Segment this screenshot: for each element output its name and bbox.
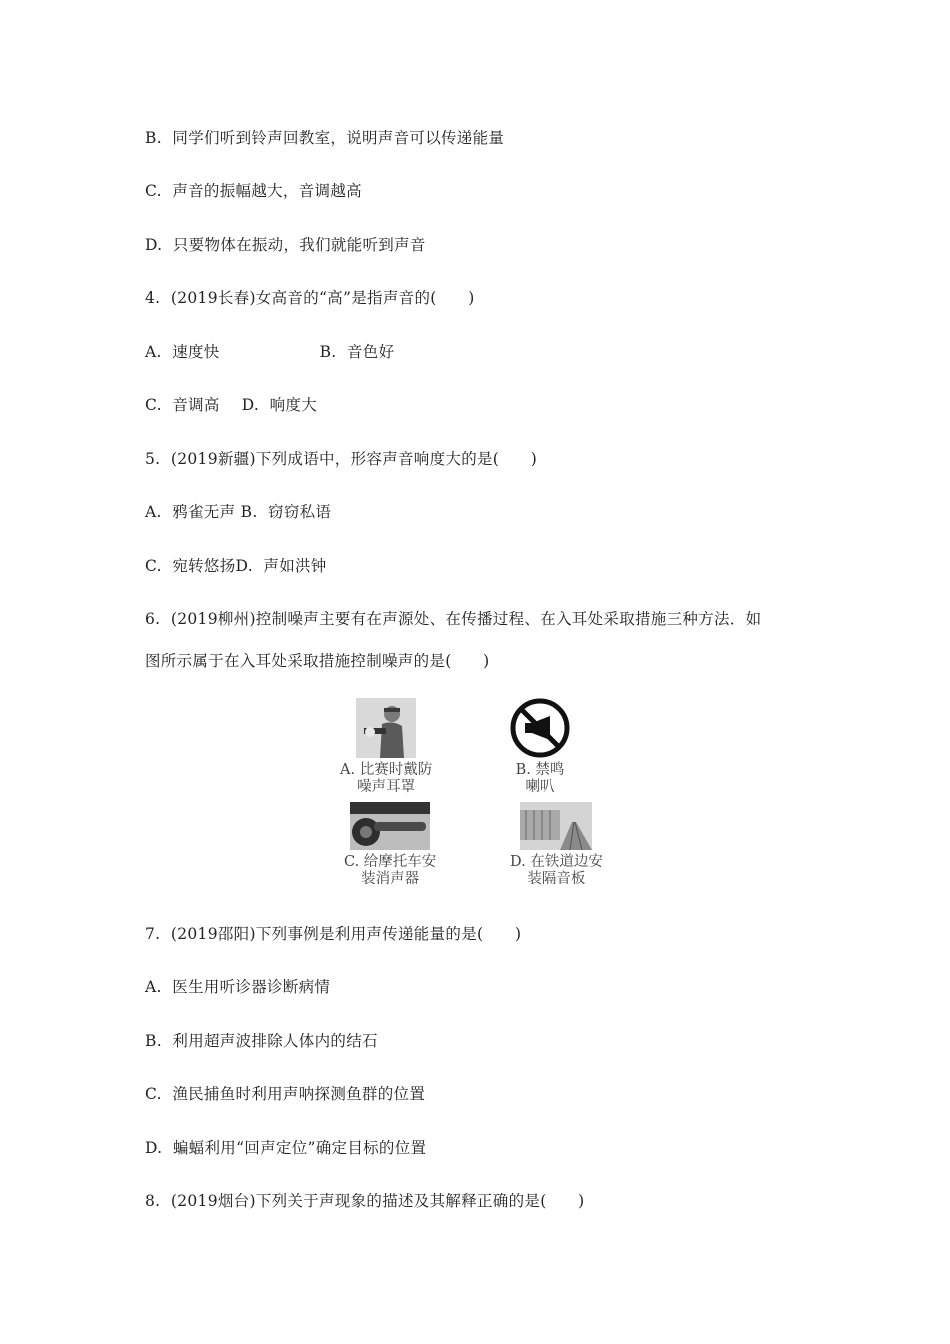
question-8: 8. (2019烟台)下列关于声现象的描述及其解释正确的是( ) bbox=[145, 1192, 585, 1210]
option-3b: B. 同学们听到铃声回教室，说明声音可以传递能量 bbox=[145, 129, 505, 147]
figure-option-b: B. 禁鸣 喇叭 bbox=[510, 698, 570, 796]
question-6-figure bbox=[330, 698, 630, 898]
question-6-line2: 图所示属于在入耳处采取措施控制噪声的是( ) bbox=[145, 652, 490, 670]
option-7d: D. 蝙蝠利用“回声定位”确定目标的位置 bbox=[145, 1139, 427, 1157]
options-5ab: A. 鸦雀无声 B. 窃窃私语 bbox=[145, 503, 332, 521]
figure-option-c: C. 给摩托车安 装消声器 bbox=[344, 802, 436, 888]
question-5: 5. (2019新疆)下列成语中，形容声音响度大的是( ) bbox=[145, 450, 538, 468]
option-7c: C. 渔民捕鱼时利用声呐探测鱼群的位置 bbox=[145, 1085, 426, 1103]
option-7b: B. 利用超声波排除人体内的结石 bbox=[145, 1032, 378, 1050]
earmuff-photo-icon bbox=[356, 698, 416, 758]
option-3d: D. 只要物体在振动，我们就能听到声音 bbox=[145, 236, 426, 254]
options-4ab: A. 速度快 B. 音色好 bbox=[145, 343, 395, 361]
no-horn-sign-icon bbox=[510, 698, 570, 758]
question-7: 7. (2019邵阳)下列事例是利用声传递能量的是( ) bbox=[145, 925, 522, 943]
railway-sound-barrier-photo-icon bbox=[520, 802, 592, 850]
figure-option-a: A. 比赛时戴防 噪声耳罩 bbox=[340, 698, 432, 796]
figure-option-d: D. 在铁道边安 装隔音板 bbox=[510, 802, 603, 888]
options-4cd: C. 音调高 D. 响度大 bbox=[145, 396, 317, 414]
question-6-line1: 6. (2019柳州)控制噪声主要有在声源处、在传播过程、在入耳处采取措施三种方法．如 bbox=[145, 610, 762, 628]
option-3c: C. 声音的振幅越大，音调越高 bbox=[145, 182, 362, 200]
options-5cd: C. 宛转悠扬D. 声如洪钟 bbox=[145, 557, 327, 575]
motorcycle-muffler-photo-icon bbox=[350, 802, 430, 850]
question-4: 4. (2019长春)女高音的“高”是指声音的( ) bbox=[145, 289, 475, 307]
option-7a: A. 医生用听诊器诊断病情 bbox=[145, 978, 331, 996]
